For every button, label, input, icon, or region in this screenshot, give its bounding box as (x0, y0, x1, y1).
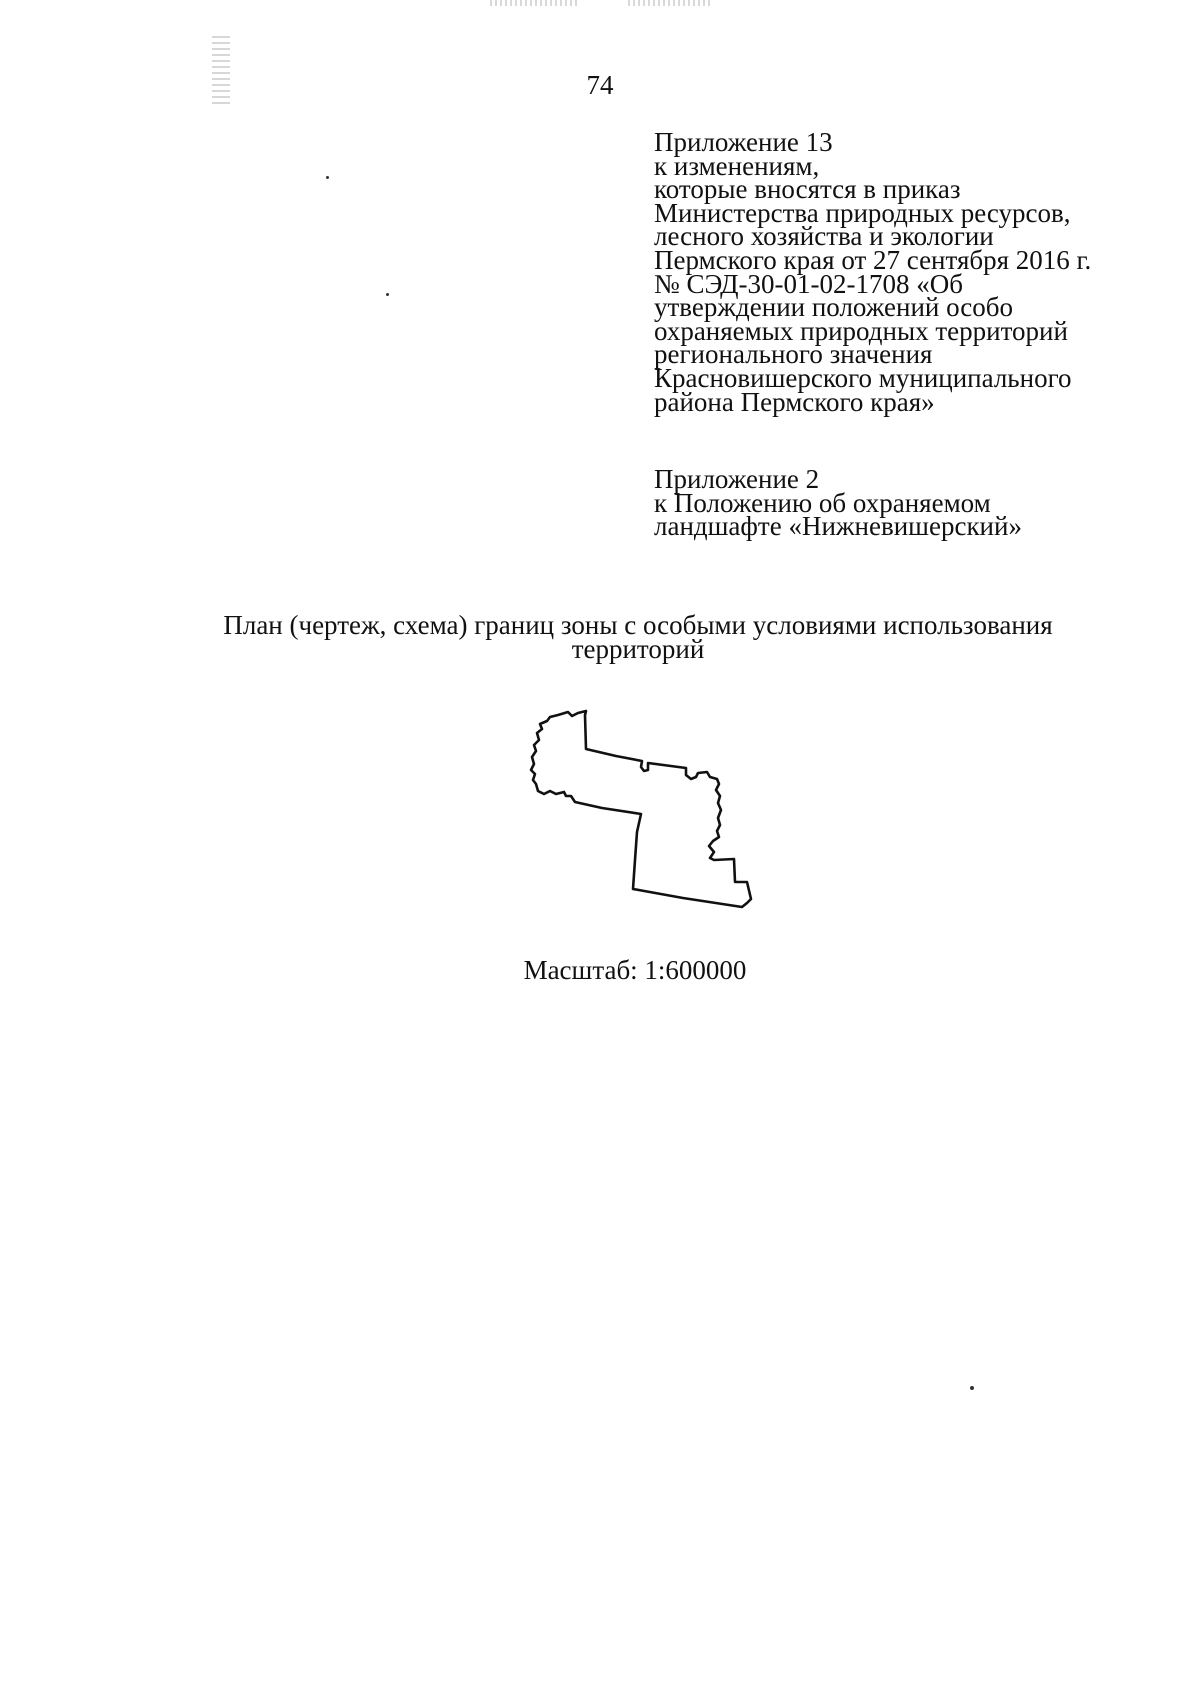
scan-artifact-top-1 (490, 0, 580, 6)
appendix-2-line: к Положению об охраняемом (654, 487, 991, 518)
appendix-13-line: охраняемых природных территорий (654, 315, 1068, 346)
plan-title (150, 610, 1126, 664)
appendix-13-line: утверждении положений особо (654, 292, 1014, 323)
appendix-13-line: района Пермского края» (654, 386, 935, 417)
appendix-13-line: к изменениям, (654, 150, 820, 181)
appendix-13-line: Приложение 13 (654, 127, 833, 157)
scan-speck (386, 293, 389, 296)
appendix-13-line: Министерства природных ресурсов, (654, 197, 1071, 228)
zone-boundary-outline (531, 711, 751, 907)
appendix-13-header (654, 127, 1174, 417)
scan-artifact-top-2 (628, 0, 710, 6)
appendix-13-line: № СЭД-30-01-02-1708 «Об (654, 268, 963, 299)
appendix-2-line: ландшафте «Нижневишерский» (654, 511, 1022, 542)
appendix-2-line: Приложение 2 (654, 464, 820, 494)
page-number: 74 (586, 70, 614, 100)
scan-artifact-left (212, 36, 230, 106)
appendix-13-line: Красновишерского муниципального (654, 362, 1072, 393)
plan-title-line: территорий (571, 634, 705, 664)
appendix-13-line: которые вносятся в приказ (654, 174, 961, 205)
appendix-13-line: регионального значения (654, 339, 933, 370)
appendix-13-line: лесного хозяйства и экологии (654, 221, 994, 252)
scale-label: Масштаб: 1:600000 (523, 955, 747, 985)
plan-title-line: План (чертеж, схема) границ зоны с особыми условиями использования (223, 610, 1053, 640)
appendix-2-header (654, 464, 1174, 542)
appendix-13-line: Пермского края от 27 сентября 2016 г. (654, 244, 1092, 275)
zone-boundary-map (520, 700, 760, 920)
scan-speck (970, 1386, 974, 1390)
scan-speck (326, 176, 329, 179)
